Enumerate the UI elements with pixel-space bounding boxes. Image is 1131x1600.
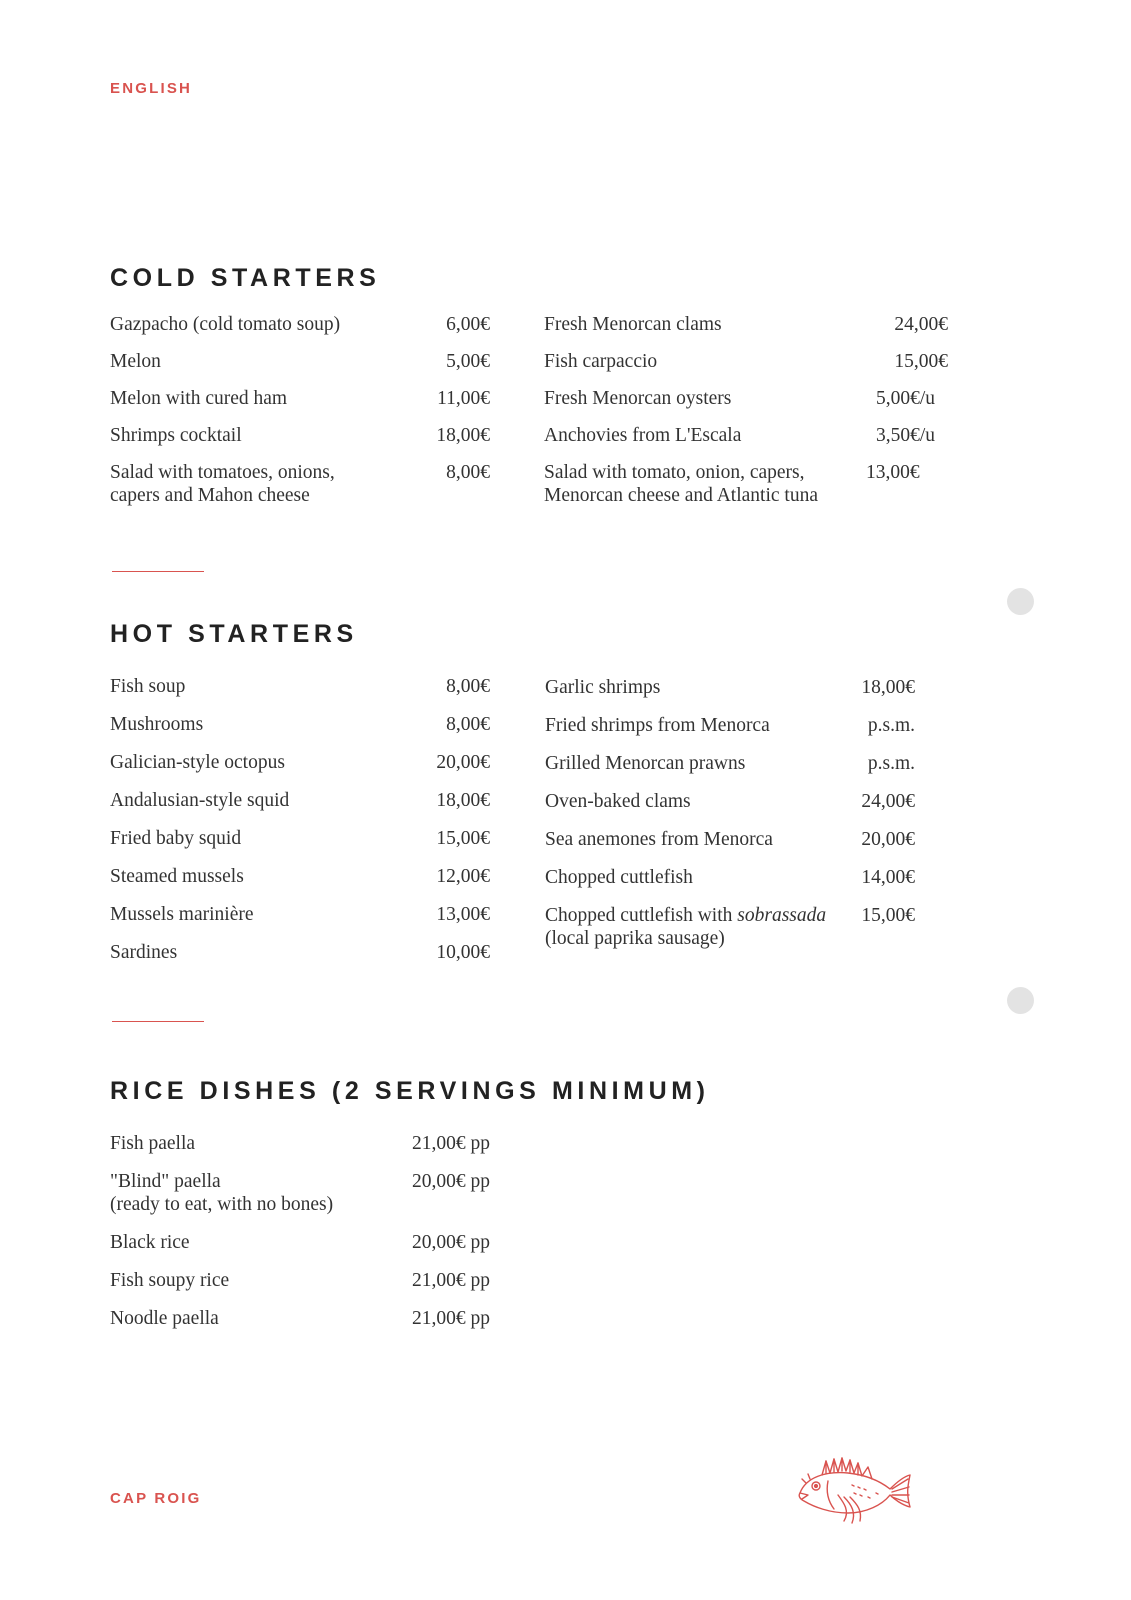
item-name: Steamed mussels: [110, 866, 244, 887]
menu-item: [110, 1269, 490, 1292]
item-name: Noodle paella: [110, 1308, 219, 1329]
menu-item: [545, 828, 915, 851]
item-price: 8,00€: [446, 714, 490, 735]
item-name: Salad with tomatoes, onions, capers and Mahon cheese: [110, 462, 335, 506]
item-price: 20,00€: [436, 752, 490, 773]
item-price: p.s.m.: [867, 753, 915, 774]
menu-item: [110, 1307, 490, 1330]
item-name: Fish soup: [110, 676, 186, 697]
item-name: Chopped cuttlefish: [545, 867, 693, 888]
section-title-hot-starters: HOT STARTERS: [110, 620, 358, 648]
brand-name: CAP ROIG: [110, 1490, 202, 1507]
item-name: Shrimps cocktail: [110, 425, 242, 446]
item-name: Fried shrimps from Menorca: [545, 715, 770, 736]
menu-item: [545, 752, 915, 775]
item-name: Fresh Menorcan clams: [544, 314, 722, 335]
language-label: ENGLISH: [110, 80, 193, 97]
item-name: Fish paella: [110, 1133, 196, 1154]
item-price: 11,00€: [437, 388, 490, 409]
menu-item: [110, 1231, 490, 1254]
item-name: Fresh Menorcan oysters: [544, 388, 732, 409]
item-price: 20,00€: [861, 829, 915, 850]
menu-item: [110, 789, 490, 812]
section-divider: [112, 571, 204, 572]
item-price: 18,00€: [861, 677, 915, 698]
menu-item: [545, 714, 915, 737]
menu-item: [544, 350, 948, 373]
item-name: Fried baby squid: [110, 828, 242, 849]
item-price: 15,00€: [436, 828, 490, 849]
menu-item: [110, 903, 490, 926]
menu-item: [110, 713, 490, 736]
item-price: 21,00€ pp: [412, 1133, 490, 1154]
item-price: 3,50€/u: [876, 425, 936, 446]
menu-item: [110, 1170, 490, 1216]
item-name: Melon with cured ham: [110, 388, 288, 409]
item-price: 5,00€/u: [876, 388, 936, 409]
menu-item: [544, 313, 948, 336]
item-price: 5,00€: [446, 351, 490, 372]
menu-item: [110, 865, 490, 888]
menu-item: [545, 904, 915, 950]
item-name: Chopped cuttlefish with sobrassada (local paprika sausage): [545, 905, 827, 949]
item-price: 13,00€: [866, 462, 920, 483]
item-price: 13,00€: [436, 904, 490, 925]
menu-item: [110, 424, 490, 447]
item-price: p.s.m.: [867, 715, 915, 736]
hot-starters-right-list: [545, 676, 915, 950]
item-price: 8,00€: [446, 462, 490, 483]
item-price: 20,00€ pp: [412, 1232, 490, 1253]
section-divider: [112, 1021, 204, 1022]
section-title-cold-starters: COLD STARTERS: [110, 264, 381, 292]
menu-item: [110, 1132, 490, 1155]
item-price: 15,00€: [894, 351, 948, 372]
item-price: 6,00€: [446, 314, 490, 335]
menu-item: [544, 461, 948, 507]
cold-starters-right-list: [544, 313, 948, 507]
item-name: Gazpacho (cold tomato soup): [110, 314, 341, 335]
item-price: 12,00€: [436, 866, 490, 887]
item-name: "Blind" paella (ready to eat, with no bones): [110, 1171, 334, 1215]
item-name: Grilled Menorcan prawns: [545, 753, 746, 774]
menu-item: [110, 350, 490, 373]
item-price: 24,00€: [894, 314, 948, 335]
item-price: 21,00€ pp: [412, 1308, 490, 1329]
menu-item: [110, 313, 490, 336]
item-price: 10,00€: [436, 942, 490, 963]
scorpionfish-icon: [792, 1455, 916, 1527]
item-price: 15,00€: [861, 905, 915, 926]
item-name: Galician-style octopus: [110, 752, 285, 773]
menu-item: [110, 387, 490, 410]
menu-item: [110, 461, 490, 507]
item-price: 18,00€: [436, 425, 490, 446]
section-title-rice-dishes: RICE DISHES (2 SERVINGS MINIMUM): [110, 1077, 710, 1105]
menu-item: [110, 827, 490, 850]
item-price: 18,00€: [436, 790, 490, 811]
item-price: 8,00€: [446, 676, 490, 697]
item-name: Anchovies from L'Escala: [544, 425, 742, 446]
item-price: 20,00€ pp: [412, 1171, 490, 1192]
menu-item: [545, 866, 915, 889]
decorative-dot: [1007, 987, 1034, 1014]
hot-starters-left-list: [110, 675, 490, 964]
item-name: Andalusian-style squid: [110, 790, 290, 811]
item-price: 14,00€: [861, 867, 915, 888]
item-name: Melon: [110, 351, 161, 372]
menu-item: [545, 676, 915, 699]
item-name: Mussels marinière: [110, 904, 254, 925]
item-name: Sardines: [110, 942, 178, 963]
menu-item: [110, 675, 490, 698]
menu-item: [110, 751, 490, 774]
item-name: Oven-baked clams: [545, 791, 691, 812]
item-name: Sea anemones from Menorca: [545, 829, 773, 850]
item-price: 24,00€: [861, 791, 915, 812]
item-name: Mushrooms: [110, 714, 204, 735]
item-price: 21,00€ pp: [412, 1270, 490, 1291]
menu-item: [544, 424, 948, 447]
menu-item: [544, 387, 948, 410]
menu-item: [110, 941, 490, 964]
item-name: Salad with tomato, onion, capers, Menorcan cheese and Atlantic tuna: [544, 462, 818, 506]
rice-dishes-list: [110, 1132, 490, 1330]
item-name: Black rice: [110, 1232, 190, 1253]
decorative-dot: [1007, 588, 1034, 615]
item-name: Fish soupy rice: [110, 1270, 230, 1291]
item-name: Fish carpaccio: [544, 351, 658, 372]
menu-item: [545, 790, 915, 813]
item-name: Garlic shrimps: [545, 677, 661, 698]
cold-starters-left-list: [110, 313, 490, 507]
